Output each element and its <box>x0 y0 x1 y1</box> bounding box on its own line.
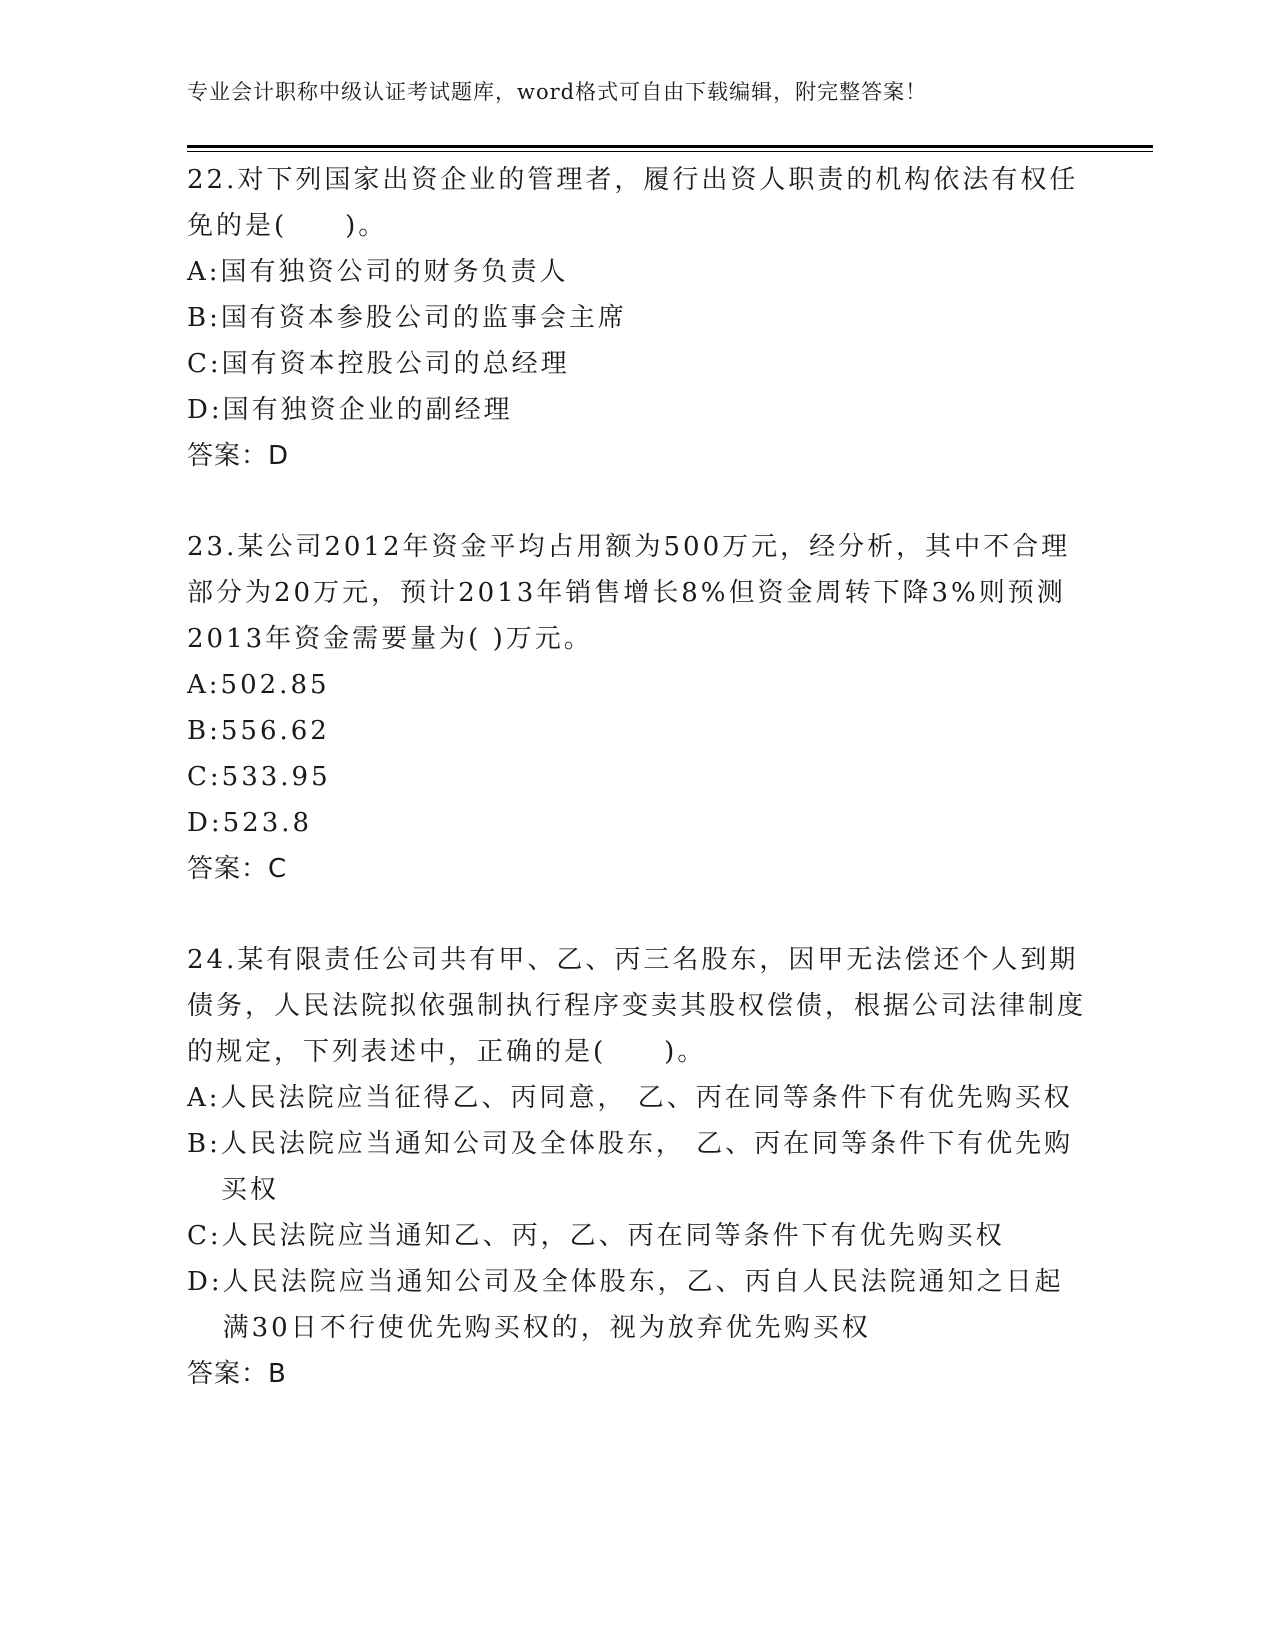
page-header: 专业会计职称中级认证考试题库，word格式可自由下载编辑，附完整答案！ <box>187 80 928 104</box>
option-a <box>187 249 1087 295</box>
option-letter: C: <box>187 762 222 792</box>
option-text: 523.8 <box>222 808 313 838</box>
question-stem: 24.某有限责任公司共有甲、乙、丙三名股东，因甲无法偿还个人到期债务，人民法院拟依强制执行程序变卖其股权偿债，根据公司法律制度的规定，下列表述中，正确的是( )。 <box>187 945 1087 1067</box>
option-b <box>187 708 1087 754</box>
option-text: 国有资本参股公司的监事会主席 <box>220 303 627 333</box>
option-text: 533.95 <box>221 762 331 792</box>
question-22 <box>187 157 1087 479</box>
option-text: 国有资本控股公司的总经理 <box>221 349 570 379</box>
option-text: 人民法院应当征得乙、丙同意， 乙、丙在同等条件下有优先购买权 <box>220 1083 1073 1113</box>
question-stem: 23.某公司2012年资金平均占用额为500万元，经分析，其中不合理部分为20万元，预计2013年销售增长8%但资金周转下降3%则预测2013年资金需要量为( )万元。 <box>187 532 1071 654</box>
option-d <box>187 387 1087 433</box>
option-c <box>187 754 1087 800</box>
option-letter: B: <box>187 1129 221 1159</box>
answer: 答案：C <box>187 854 288 884</box>
option-text: 556.62 <box>220 716 330 746</box>
option-b <box>187 1121 1087 1213</box>
option-text: 人民法院应当通知公司及全体股东，乙、丙自人民法院通知之日起满30日不行使优先购买权的，视为放弃优先购买权 <box>222 1267 1064 1343</box>
option-a <box>187 1075 1087 1121</box>
option-d <box>187 800 1087 846</box>
option-c <box>187 341 1087 387</box>
option-a <box>187 662 1087 708</box>
option-d <box>187 1259 1087 1351</box>
option-letter: A: <box>187 1083 221 1113</box>
option-letter: A: <box>187 257 221 287</box>
option-letter: D: <box>187 1267 223 1297</box>
question-23 <box>187 524 1087 892</box>
option-c <box>187 1213 1087 1259</box>
question-list <box>187 157 1087 1442</box>
option-letter: B: <box>187 716 221 746</box>
option-text: 502.85 <box>220 670 330 700</box>
answer: 答案：B <box>187 1359 287 1389</box>
option-letter: C: <box>187 349 222 379</box>
option-letter: A: <box>187 670 221 700</box>
option-letter: D: <box>187 808 223 838</box>
header-rule-thin <box>187 151 1153 152</box>
header-rule-thick <box>187 145 1153 148</box>
question-stem: 22.对下列国家出资企业的管理者，履行出资人职责的机构依法有权任免的是( )。 <box>187 165 1079 241</box>
option-letter: D: <box>187 395 223 425</box>
option-letter: B: <box>187 303 221 333</box>
question-24 <box>187 937 1087 1397</box>
answer: 答案：D <box>187 441 290 471</box>
option-text: 人民法院应当通知乙、丙，乙、丙在同等条件下有优先购买权 <box>221 1221 1005 1251</box>
option-text: 人民法院应当通知公司及全体股东， 乙、丙在同等条件下有优先购买权 <box>220 1129 1074 1205</box>
option-text: 国有独资公司的财务负责人 <box>220 257 569 287</box>
option-letter: C: <box>187 1221 222 1251</box>
option-b <box>187 295 1087 341</box>
option-text: 国有独资企业的副经理 <box>222 395 513 425</box>
